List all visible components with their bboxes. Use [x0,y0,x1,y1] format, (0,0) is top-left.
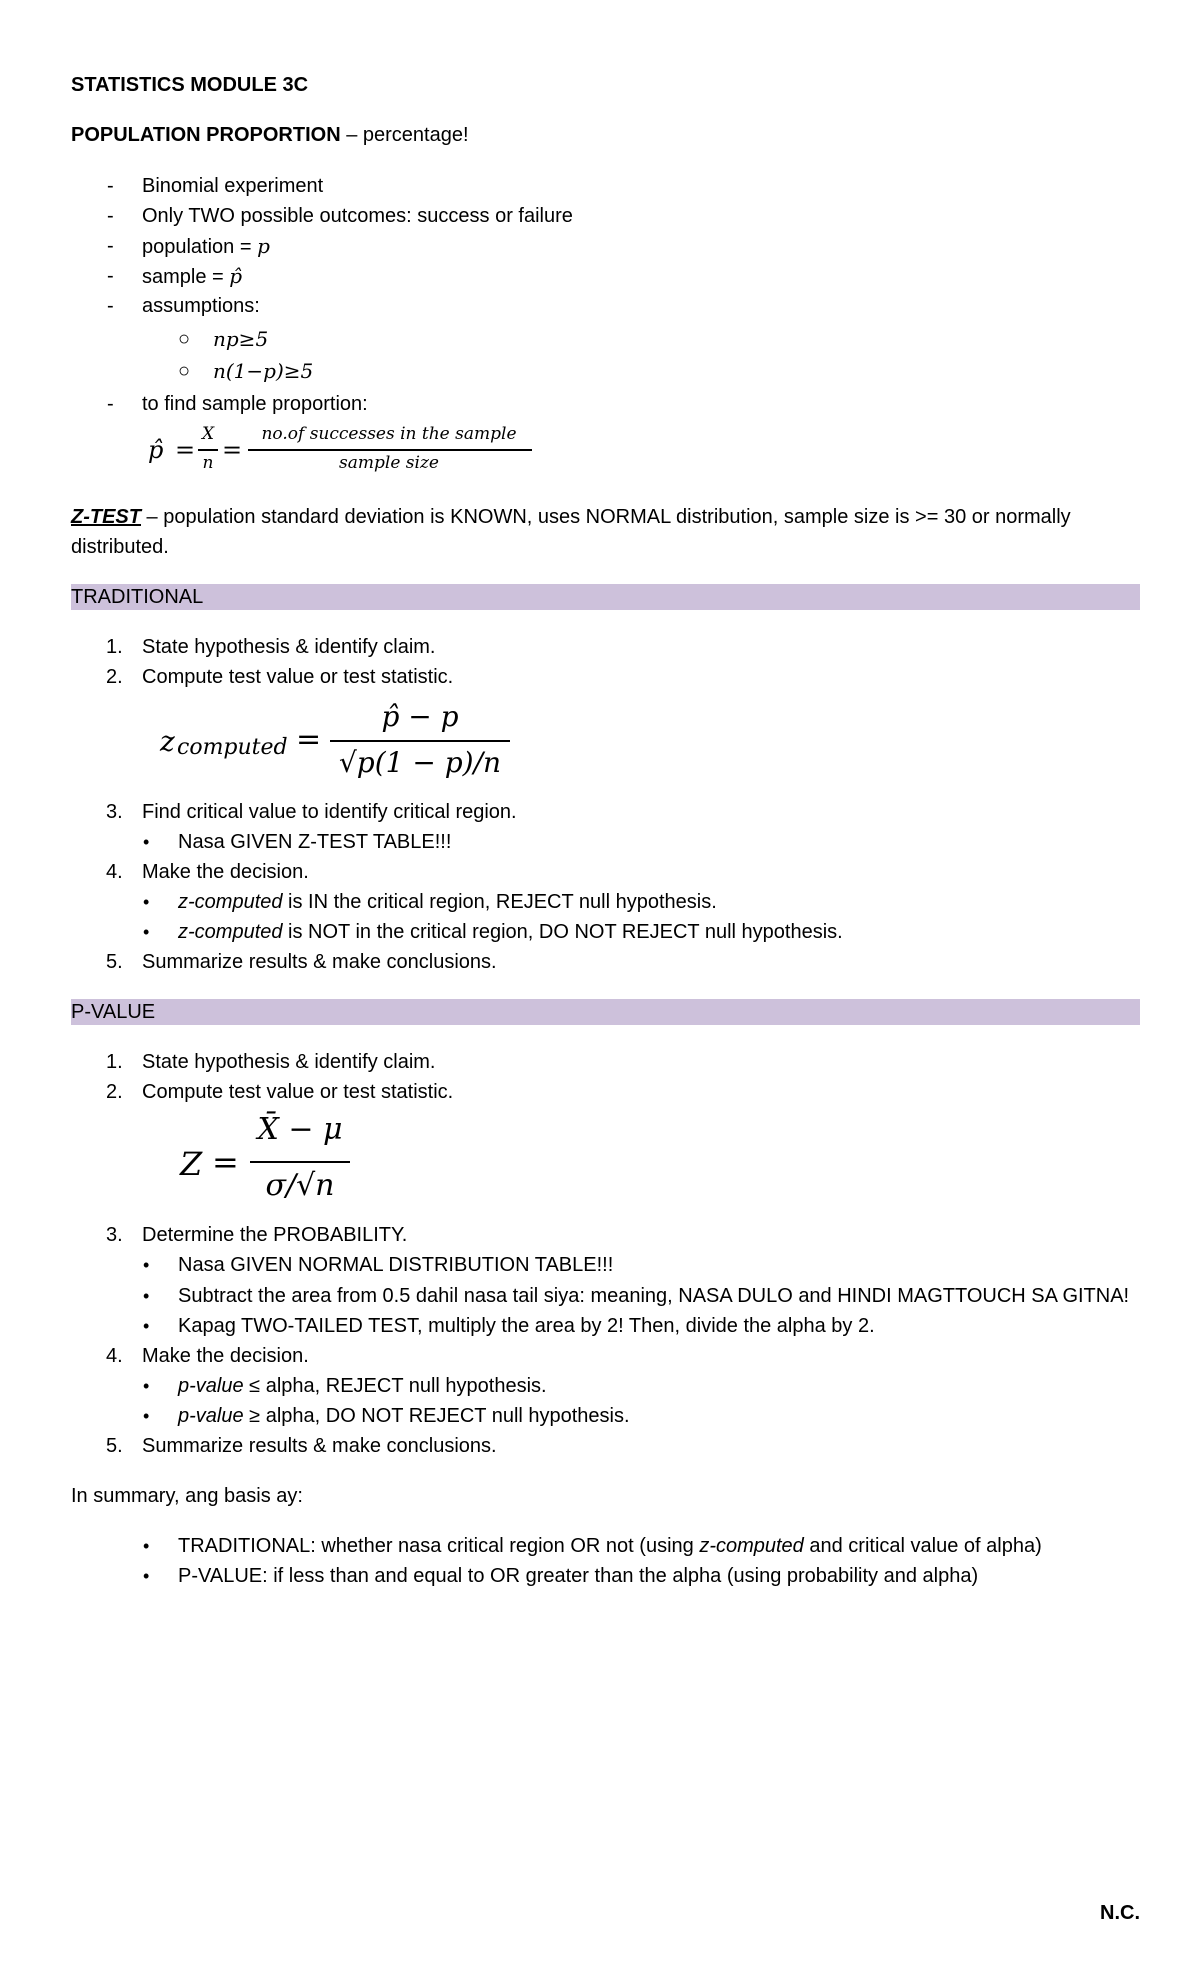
sub-bullet-text: Subtract the area from 0.5 dahil nasa tail siya: meaning, NASA DULO and HINDI MAGTTOUCH SA GITNA! [178,1285,1130,1307]
step-number: 1. [106,1051,123,1073]
equals-sign: = [175,436,196,464]
rest: ≥ alpha, DO NOT REJECT null hypothesis. [243,1405,630,1427]
list-item: Binomial experiment [142,175,324,197]
step-text: State hypothesis & identify claim. [142,636,436,658]
z-subscript: computed [177,735,288,760]
equals-sign: = [222,436,243,464]
list-item [142,233,270,260]
equals-sign: = [212,1143,239,1181]
fraction-bar [198,449,218,451]
bullet-dot: • [143,1286,150,1306]
list-item: Only TWO possible outcomes: success or failure [142,205,573,227]
fraction-numerator: no.of successes in the sample [261,424,517,444]
list-item [142,263,242,290]
step-number: 4. [106,1345,123,1367]
bullet-dot: • [143,1255,150,1275]
bullet-dot: • [143,922,150,942]
sub-bullet-text [178,1403,630,1429]
heading-bold: POPULATION PROPORTION [71,124,341,146]
summary-item [178,1533,1042,1559]
sub-bullet-text [178,889,717,915]
step-text: Compute test value or test statistic. [142,1081,454,1103]
summary-pre: TRADITIONAL: whether nasa critical region OR not (using [178,1535,700,1557]
bullet-dot: • [143,1566,150,1586]
step-text: Summarize results & make conclusions. [142,1435,497,1457]
step-text: Make the decision. [142,1345,309,1367]
step-text: Summarize results & make conclusions. [142,951,497,973]
section-heading-population-proportion [71,122,469,148]
summary-intro: In summary, ang basis ay: [71,1485,303,1507]
step-text: State hypothesis & identify claim. [142,1051,436,1073]
circle-bullet: ○ [178,328,191,350]
step-number: 1. [106,636,123,658]
summary-post: and critical value of alpha) [803,1535,1042,1557]
z-test-line2: distributed. [71,536,169,558]
fraction-numerator: X [201,424,215,444]
p-value-heading-band [71,999,1140,1025]
fraction-numerator: p̂ − p [381,700,459,733]
rest: is NOT in the critical region, DO NOT REJECT null hypothesis. [282,921,843,943]
emphasis: p-value [178,1375,244,1397]
population-symbol: p [257,234,270,258]
sample-label: sample = [142,266,230,288]
step-number: 5. [106,1435,123,1457]
equals-sign: = [296,722,322,757]
p-value-heading: P-VALUE [71,1001,156,1023]
z-symbol: Z [180,1145,203,1183]
bullet-dot: • [143,832,150,852]
emphasis: z-computed [699,1535,804,1557]
sub-bullet-text [178,919,843,945]
bullet-dot: • [143,1376,150,1396]
bullet-dot: • [143,1406,150,1426]
emphasis: p-value [178,1405,244,1427]
fraction-denominator: n [202,453,214,473]
bullet-dot: • [143,892,150,912]
z-test-definition [71,504,1071,530]
list-item: to find sample proportion: [142,393,368,415]
dash-bullet: - [107,265,114,287]
step-number: 3. [106,1224,123,1246]
sample-symbol: p̂ [229,264,243,288]
circle-bullet: ○ [178,360,191,382]
fraction-numerator: X̄ − μ [257,1112,343,1147]
fraction-bar [250,1161,350,1163]
sub-bullet-text: Nasa GIVEN NORMAL DISTRIBUTION TABLE!!! [178,1254,614,1276]
emphasis: z-computed [178,921,283,943]
emphasis: z-computed [178,891,283,913]
sub-bullet-text: Kapag TWO-TAILED TEST, multiply the area by 2! Then, divide the alpha by 2. [178,1315,875,1337]
step-text: Make the decision. [142,861,309,883]
rest: ≤ alpha, REJECT null hypothesis. [243,1375,547,1397]
bullet-dot: • [143,1536,150,1556]
step-number: 4. [106,861,123,883]
z-test-line1: – population standard deviation is KNOWN, uses NORMAL distribution, sample size is >= 30 or normally [141,506,1071,528]
traditional-heading-band [71,584,1140,610]
step-text: Compute test value or test statistic. [142,666,454,688]
p-hat-symbol: p̂ [148,436,164,464]
z-test-term: Z-TEST [71,506,141,528]
module-title: STATISTICS MODULE 3C [71,74,309,96]
step-text: Determine the PROBABILITY. [142,1224,408,1246]
step-number: 3. [106,801,123,823]
summary-item: P-VALUE: if less than and equal to OR greater than the alpha (using probability and alpha) [178,1565,979,1587]
author-initials: N.C. [1100,1902,1140,1924]
assumption-formula: np≥5 [213,327,269,351]
fraction-denominator: σ/√n [265,1168,335,1203]
step-number: 5. [106,951,123,973]
dash-bullet: - [107,235,114,257]
population-label: population = [142,236,258,258]
fraction-denominator: sample size [339,453,439,473]
sub-bullet-text [178,1373,547,1399]
dash-bullet: - [107,175,114,197]
z-symbol: z [160,725,175,758]
rest: is IN the critical region, REJECT null hypothesis. [282,891,717,913]
fraction-bar [248,449,532,451]
bullet-dot: • [143,1316,150,1336]
fraction-denominator: √p(1 − p)/n [338,746,502,779]
traditional-heading: TRADITIONAL [71,586,204,608]
sub-bullet-text: Nasa GIVEN Z-TEST TABLE!!! [178,831,452,853]
step-number: 2. [106,1081,123,1103]
step-number: 2. [106,666,123,688]
dash-bullet: - [107,393,114,415]
step-text: Find critical value to identify critical region. [142,801,517,823]
dash-bullet: - [107,205,114,227]
fraction-bar [330,740,510,742]
dash-bullet: - [107,295,114,317]
assumption-formula: n(1−p)≥5 [213,359,314,383]
list-item: assumptions: [142,295,260,317]
heading-suffix: – percentage! [340,124,469,146]
